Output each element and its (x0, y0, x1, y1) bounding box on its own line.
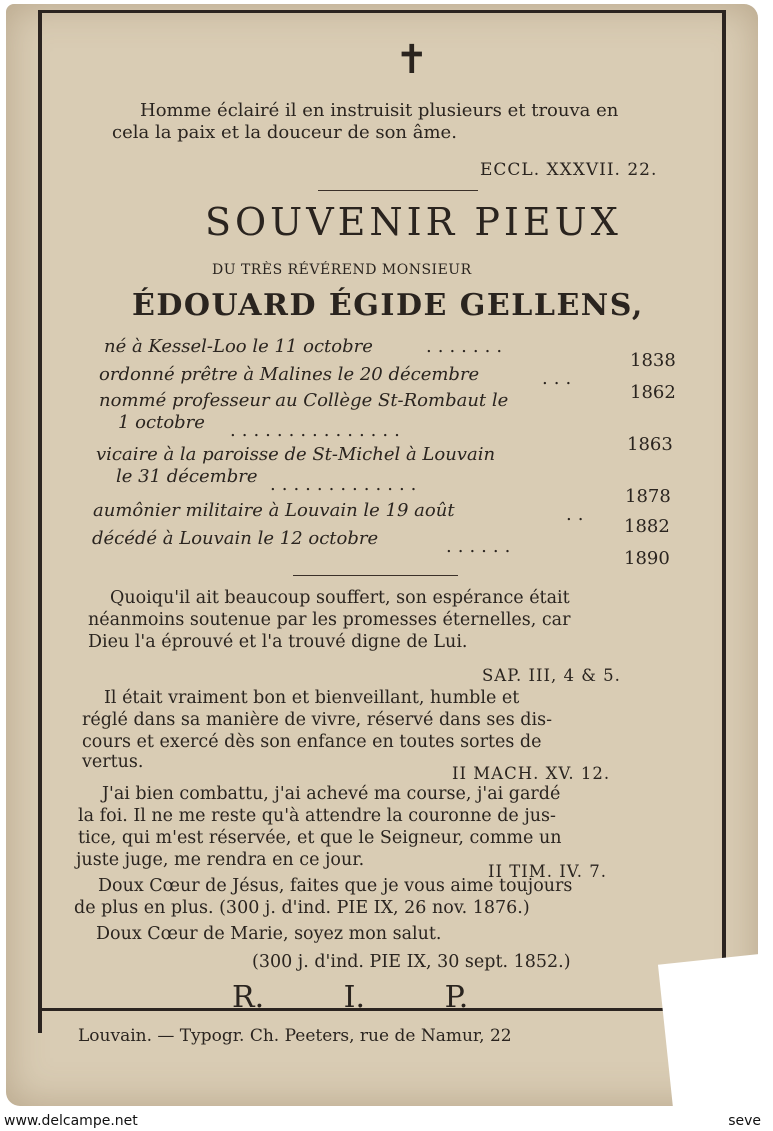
bio-year-ordination: 1862 (630, 382, 676, 403)
epigraph-line-1: Homme éclairé il en instruisit plusieurs et trouva en (140, 100, 619, 121)
bio-line-chaplain: aumônier militaire à Louvain le 19 août (93, 500, 455, 521)
bio-dots: ............. (270, 474, 423, 495)
para3-reference: II TIM. IV. 7. (488, 862, 607, 881)
bio-line-birth: né à Kessel-Loo le 11 octobre (104, 336, 373, 357)
rip-initials: R. I. P. (232, 980, 469, 1015)
para3-line-3: tice, qui m'est réservée, et que le Seigneur, comme un (78, 828, 562, 848)
para4-line-1: Doux Cœur de Jésus, faites que je vous aime toujours (98, 876, 573, 896)
bio-line-ordination: ordonné prêtre à Malines le 20 décembre (99, 364, 480, 385)
bio-dots: .. (566, 504, 590, 525)
bio-year-chaplain: 1882 (624, 516, 670, 537)
bio-year-birth: 1838 (630, 350, 676, 371)
para1-line-3: Dieu l'a éprouvé et l'a trouvé digne de Lui. (88, 632, 468, 652)
para2-reference: II MACH. XV. 12. (452, 764, 611, 783)
para5-line-1: Doux Cœur de Marie, soyez mon salut. (96, 924, 442, 944)
card-title: SOUVENIR PIEUX (205, 200, 622, 244)
para2-line-1: Il était vraiment bon et bienveillant, humble et (104, 688, 520, 708)
bio-year-vicar: 1878 (625, 486, 671, 507)
epigraph-reference: ECCL. XXXVII. 22. (480, 160, 658, 180)
watermark-right: seve (728, 1113, 761, 1129)
bio-year-death: 1890 (624, 548, 670, 569)
para5-line-2: (300 j. d'ind. PIE IX, 30 sept. 1852.) (252, 952, 571, 972)
para1-reference: SAP. III, 4 & 5. (482, 666, 621, 685)
bio-dots: ...... (446, 536, 517, 557)
para3-line-1: J'ai bien combattu, j'ai achevé ma course, j'ai gardé (102, 784, 561, 804)
watermark-left: www.delcampe.net (4, 1113, 138, 1129)
bio-line-vicar: vicaire à la paroisse de St-Michel à Louvain (96, 444, 496, 465)
para2-line-2: réglé dans sa manière de vivre, réservé dans ses dis- (82, 710, 552, 730)
epigraph-line-2: cela la paix et la douceur de son âme. (112, 122, 457, 143)
bio-line-professor-2: 1 octobre (118, 412, 205, 433)
bio-line-professor: nommé professeur au Collège St-Rombaut le (99, 390, 509, 411)
para3-line-2: la foi. Il ne me reste qu'à attendre la couronne de jus- (78, 806, 556, 826)
bio-dots: ....... (426, 336, 509, 357)
para1-line-2: néanmoins soutenue par les promesses éternelles, car (88, 610, 571, 630)
bio-year-professor: 1863 (627, 434, 673, 455)
divider-middle (293, 575, 458, 576)
bio-dots: ............... (230, 420, 406, 441)
para2-line-3: cours et exercé dès son enfance en toutes sortes de (82, 732, 542, 752)
divider-top (318, 190, 478, 191)
printer-imprint: Louvain. — Typogr. Ch. Peeters, rue de Namur, 22 (78, 1026, 512, 1046)
bio-line-death: décédé à Louvain le 12 octobre (92, 528, 379, 549)
para1-line-1: Quoiqu'il ait beaucoup souffert, son espérance était (110, 588, 570, 608)
torn-corner (658, 952, 773, 1124)
card-subtitle: DU TRÈS RÉVÉREND MONSIEUR (212, 262, 472, 278)
para3-line-4: juste juge, me rendra en ce jour. (76, 850, 365, 870)
bio-dots: ... (542, 368, 578, 389)
cross-icon: ✝ (395, 37, 429, 83)
para4-line-2: de plus en plus. (300 j. d'ind. PIE IX, 26 nov. 1876.) (74, 898, 530, 918)
bio-line-vicar-2: le 31 décembre (116, 466, 258, 487)
para2-line-4: vertus. (82, 752, 144, 772)
deceased-name: ÉDOUARD ÉGIDE GELLENS, (132, 288, 644, 323)
